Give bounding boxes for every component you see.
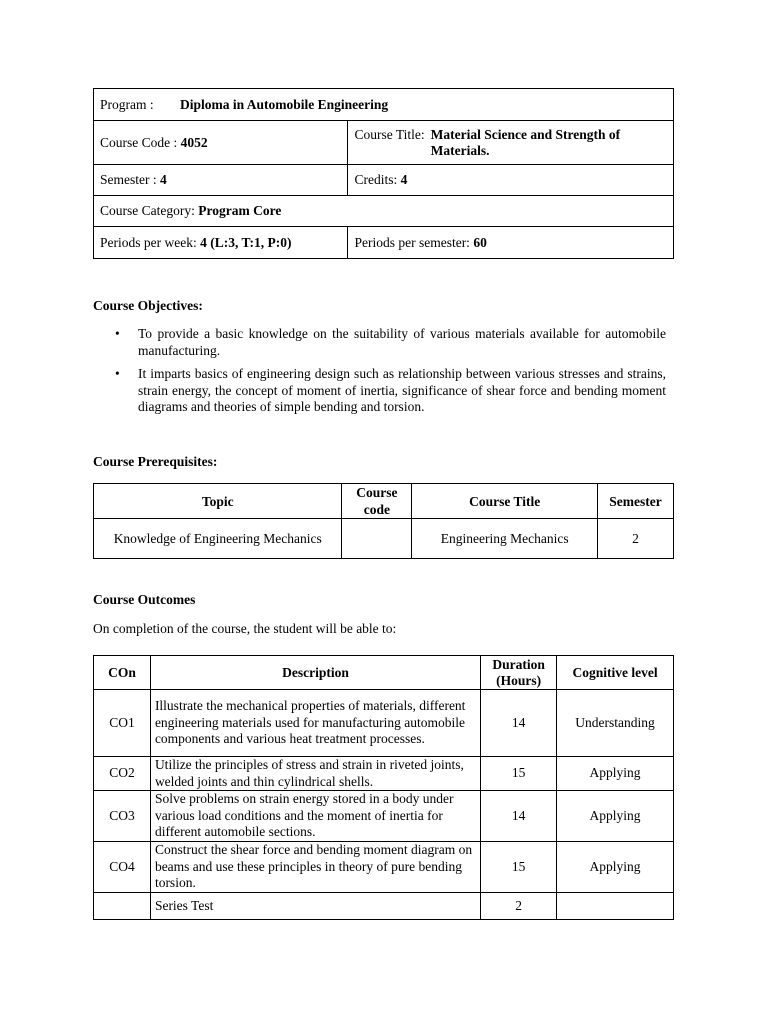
table-row	[94, 690, 674, 757]
prerequisites-table	[93, 483, 674, 559]
con-cell: CO3	[94, 791, 151, 842]
periods-semester-value: 60	[473, 234, 487, 250]
table-row	[94, 893, 674, 920]
course-title-cell	[348, 121, 674, 165]
objective-text: To provide a basic knowledge on the suitability of various materials available for automobile manufacturing.	[138, 326, 666, 358]
description-cell: Construct the shear force and bending moment diagram on beams and use these principles in theory of pure bending torsion.	[150, 842, 480, 893]
column-header-course-title: Course Title	[412, 484, 598, 519]
prerequisites-heading: Course Prerequisites:	[93, 454, 218, 469]
column-header-con: COn	[94, 656, 151, 690]
semester-cell: 2	[598, 519, 674, 559]
column-header-semester: Semester	[598, 484, 674, 519]
semester-label: Semester :	[100, 172, 157, 187]
bullet-icon: •	[115, 366, 120, 381]
con-cell: CO1	[94, 690, 151, 757]
column-header-topic: Topic	[94, 484, 342, 519]
periods-week-label: Periods per week:	[100, 234, 197, 250]
periods-week-cell	[94, 227, 348, 259]
category-cell	[94, 196, 674, 227]
outcomes-table	[93, 655, 674, 920]
column-header-course-code: Course code	[342, 484, 412, 519]
column-header-description: Description	[150, 656, 480, 690]
program-label: Program :	[100, 96, 154, 112]
duration-cell: 15	[481, 842, 557, 893]
cognitive-level-cell: Applying	[557, 791, 674, 842]
duration-cell: 14	[481, 690, 557, 757]
duration-cell: 2	[481, 893, 557, 920]
description-cell: Illustrate the mechanical properties of materials, different engineering materials used for manufacturing automobile components and various heat treatment processes.	[150, 690, 480, 757]
program-info-table	[93, 88, 674, 259]
objectives-heading: Course Objectives:	[93, 298, 203, 313]
program-cell	[94, 89, 674, 121]
objectives-list	[93, 326, 666, 423]
table-row	[94, 791, 674, 842]
course-title-label: Course Title:	[354, 126, 425, 142]
cognitive-level-cell	[557, 893, 674, 920]
list-item	[93, 366, 666, 416]
course-title-cell: Engineering Mechanics	[412, 519, 598, 559]
course-code-label: Course Code :	[100, 134, 178, 150]
column-header-cognitive-level: Cognitive level	[557, 656, 674, 690]
semester-cell	[94, 165, 348, 196]
outcomes-heading: Course Outcomes	[93, 592, 196, 607]
description-cell: Series Test	[150, 893, 480, 920]
column-header-duration: Duration (Hours)	[481, 656, 557, 690]
description-cell: Solve problems on strain energy stored in a body under various load conditions and the moment of inertia for different automobile sections.	[150, 791, 480, 842]
duration-cell: 15	[481, 757, 557, 791]
course-code-cell	[94, 121, 348, 165]
periods-week-value: 4 (L:3, T:1, P:0)	[200, 234, 292, 250]
semester-value: 4	[160, 172, 167, 187]
cognitive-level-cell: Applying	[557, 757, 674, 791]
table-row	[94, 519, 674, 559]
periods-semester-label: Periods per semester:	[354, 234, 470, 250]
topic-cell: Knowledge of Engineering Mechanics	[94, 519, 342, 559]
course-title-value: Material Science and Strength of Materials.	[430, 126, 621, 158]
cognitive-level-cell: Understanding	[557, 690, 674, 757]
credits-value: 4	[400, 172, 408, 187]
bullet-icon: •	[115, 326, 120, 341]
course-code-value: 4052	[180, 134, 208, 150]
outcomes-intro: On completion of the course, the student will be able to:	[93, 621, 397, 636]
cognitive-level-cell: Applying	[557, 842, 674, 893]
program-value: Diploma in Automobile Engineering	[180, 96, 389, 112]
table-row	[94, 757, 674, 791]
category-label: Course Category:	[100, 203, 195, 218]
credits-cell	[348, 165, 674, 196]
con-cell: CO2	[94, 757, 151, 791]
table-row	[94, 842, 674, 893]
category-value: Program Core	[198, 203, 282, 218]
list-item	[93, 326, 666, 359]
periods-semester-cell	[348, 227, 674, 259]
objective-text: It imparts basics of engineering design such as relationship between various stresses and strains, strain energy, the concept of moment of inertia, significance of shear force and bending moment diagrams and theories of simple bending and torsion.	[138, 366, 666, 414]
description-cell: Utilize the principles of stress and strain in riveted joints, welded joints and thin cylindrical shells.	[150, 757, 480, 791]
con-cell: CO4	[94, 842, 151, 893]
duration-cell: 14	[481, 791, 557, 842]
credits-label: Credits:	[354, 172, 398, 187]
course-code-cell	[342, 519, 412, 559]
con-cell	[94, 893, 151, 920]
